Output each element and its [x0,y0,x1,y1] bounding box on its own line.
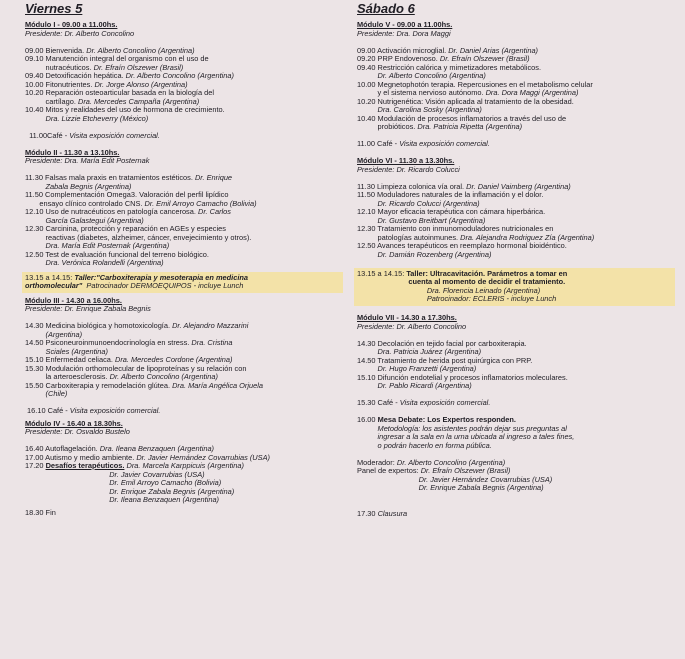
text-segment: 12.30 Tratamiento con inmunomoduladores nutricionales en [357,224,554,233]
text-segment: Desafíos terapéuticos. [45,461,125,470]
text-segment: Dra. María Angélica Orjuela [172,380,264,390]
text-segment: Presidente: Dra. Dora Maggi [357,28,451,38]
text-segment: 15.50 Carboxiterapia y remodelación glútea. [25,380,173,390]
text-segment: ingresar a la sala en la urna ubicada al ingreso a tales fines, [357,432,575,441]
text-segment: 12.50 Avances terapéuticos en reemplazo hormonal bioidéntico. [357,241,567,250]
schedule-line [25,390,340,399]
text-segment: Dr. Enrique Zabala Begnis (Argentina) [25,486,235,496]
text-segment: Panel de expertos: [357,466,421,475]
text-segment: Dr. Emil Arroyo Camacho (Bolivia) [144,198,257,208]
highlight-line [25,282,340,291]
spacer [357,259,672,268]
schedule-line [357,166,672,175]
text-segment: Mesa Debate: Los Expertos responden. [377,415,516,424]
text-segment: Módulo III - 14.30 a 16.00hs. [25,295,122,305]
text-segment: Presidente: Dr. Osvaldo Bustelo [25,427,130,436]
text-segment: Dra. Patricia Juárez (Argentina) [357,347,482,356]
text-segment: Dra. Mercedes Campaña (Argentina) [78,96,200,106]
schedule-line [25,115,340,124]
text-segment: Dr. Carlos [197,207,231,216]
text-segment: 10.00 Fitonutrientes. [25,79,95,89]
text-segment: Dr. Daniel Arias (Argentina) [448,45,539,55]
schedule-line [357,382,672,391]
text-segment: Presidente: Dr. Alberto Concolino [25,28,135,38]
text-segment: Dra. Carolina Sosky (Argentina) [357,105,482,114]
text-segment: Clausura [377,508,408,518]
text-segment: Sciales (Argentina) [25,346,108,356]
schedule-line [25,259,340,268]
text-segment: 10.40 Modulación de procesos inflamatorios a través del uso de [357,113,567,123]
text-segment: Visita exposición comercial. [399,139,490,148]
text-segment: Módulo II - 11.30 a 13.10hs. [25,147,120,157]
text-segment: reactivas (diabetes, alzheimer, cáncer, envejecimiento y otros). [25,232,252,242]
text-segment: orthomolecular" [25,281,83,290]
text-segment: 11.30 Falsas mala praxis en tratamientos estéticos. [25,173,195,182]
text-segment: Presidente: Dr. Ricardo Colucci [357,164,460,174]
text-segment: Dr. Alberto Concolino (Argentina) [357,71,486,80]
text-segment: Módulo V - 09.00 a 11.00hs. [357,20,453,29]
text-segment: Dr. Enrique [194,173,233,182]
text-segment: Módulo IV - 16.40 a 18.30hs. [25,418,123,428]
schedule-line [25,30,340,39]
text-segment: Dra. Verónica Rolandelli (Argentina) [25,258,164,267]
text-segment: Módulo VII - 14.30 a 17.30hs. [357,313,457,322]
text-segment: 15.10 Difunción endotelial y procesos inflamatorios moleculares. [357,372,568,382]
workshop-highlight [22,272,343,293]
text-segment: nutracéuticos. [25,62,94,72]
schedule-line [357,140,672,149]
text-segment: Taller:"Carboxiterapia y mesoterapia en medicina [74,272,249,282]
text-segment: 09.40 Restricción calórica y mimetizadores metabólicos. [357,62,542,72]
text-segment: Taller: Ultracavitación. Parámetros a tomar en [406,268,568,278]
text-segment: Dra. Ileana Benzaquen (Argentina) [99,444,215,453]
text-segment: Visita exposición comercial. [69,406,161,415]
text-segment: Presidente: Dr. Alberto Concolino [357,321,467,331]
text-segment: Moderador: [357,457,397,467]
text-segment: 11.50 Complementación Omega3. Valoración del perfil lipídico [25,190,229,199]
text-segment: patologías autoinmunes. [357,232,461,242]
text-segment: 13.15 a 14.15: [25,272,75,282]
text-segment: 14.30 Decolación en tejido facial por carboxiterapia. [357,338,527,348]
text-segment: Dr. Javier Hernández Covarrubias (USA) [136,452,270,462]
text-segment: 10.20 Reparación osteoarticular basada en la biología del [25,88,215,97]
text-segment: ensayo clínico controlado CNS. [25,198,145,208]
text-segment: Dra. Dora Maggi (Argentina) [485,88,579,97]
text-segment: Zabala Begnis (Argentina) [25,181,132,191]
text-segment: Presidente: Dra. María Edit Posternak [25,156,150,165]
text-segment: Presidente: Dr. Enrique Zabala Begnis [25,304,151,313]
text-segment: 17.00 Autismo y medio ambiente. [25,452,137,462]
text-segment: Dr. Alberto Concolino (Argentina) [125,71,234,80]
text-segment: Dr. Efraín Olszewer (Brasil) [439,54,530,63]
text-segment: (Argentina) [25,329,83,339]
day-column-friday [25,0,340,517]
text-segment: 11.00 Café - [357,139,400,148]
text-segment: cartílago. [25,96,78,106]
day-heading [25,0,340,17]
text-segment: Visita exposición comercial. [69,130,160,140]
text-segment: Dr. Alberto Concolino (Argentina) [109,372,218,381]
text-segment: 12.50 Test de evaluación funcional del terreno biológico. [25,249,209,259]
schedule-line [357,323,672,332]
schedule-line [357,399,672,408]
schedule-line [25,496,340,505]
text-segment: Metodología: los asistentes podrán dejar sus preguntas al [357,423,567,433]
text-segment: Dr. Jorge Alonso (Argentina) [94,79,188,89]
text-segment: 15.10 Enfermedad celiaca. [25,355,115,364]
text-segment: Dr. Alejandro Mazzarini [172,321,249,330]
text-segment: Dr. Pablo Ricardi (Argentina) [357,381,472,390]
schedule-line [25,382,340,391]
text-segment: la arteroesclerosis. [25,372,110,381]
text-segment: 12.10 Uso de nutracéuticos en patología cancerosa. [25,207,198,216]
text-segment: 13.15 a 14.15: [357,268,407,278]
text-segment: Dr. Hugo Franzetti (Argentina) [357,364,477,373]
text-segment: 09.00 Bienvenida. [25,45,87,55]
text-segment: Dra. Marcela Karppicuis (Argentina) [126,461,244,470]
day-column-saturday [357,0,672,518]
text-segment: Dr. Ricardo Colucci (Argentina) [357,198,480,208]
text-segment: 11.50 Moduladores naturales de la inflamación y el dolor. [357,190,544,199]
text-segment: Dr. Damián Rozenberg (Argentina) [357,249,492,259]
text-segment: Dr. Gustavo Breitbart (Argentina) [357,215,486,225]
text-segment: Dr. Javier Covarrubias (USA) [25,469,205,479]
text-segment: 10.20 Nutrigenética: Visión aplicada al tratamiento de la obesidad. [357,96,574,106]
text-segment: Dr. Efraín Olszewer (Brasil) [420,466,511,475]
text-segment: cuenta al momento de decidir el tratamiento. [357,277,566,286]
text-segment: 15.30 Modulación orthomolecular de lipoproteínas y su relación con [25,363,247,373]
schedule-line [357,30,672,39]
schedule-line [25,132,340,141]
schedule-line [357,251,672,260]
text-segment: 15.30 Café - [357,398,400,407]
text-segment: 10.40 Mitos y realidades del uso de hormona de crecimiento. [25,105,225,114]
text-segment: Viernes 5 [25,1,83,16]
text-segment: Dra. María Edit Posternak (Argentina) [25,241,170,250]
text-segment: Dr. Alberto Concolino (Argentina) [86,45,195,55]
text-segment: 11.30 Limpieza colonica vía oral. [357,181,467,191]
text-segment: Dra. Cristina [191,338,233,347]
text-segment: Dr. Efraín Olszewer (Brasil) [93,62,184,72]
text-segment: Patrocinador DERMOEQUIPOS - incluye Lunch [82,281,244,290]
schedule-line [25,428,340,437]
schedule-line [25,157,340,166]
text-segment: Dr. Daniel Vaimberg (Argentina) [466,181,571,191]
text-segment: 09.20 PRP Endovenoso. [357,54,440,63]
text-segment: 16.00 [357,415,378,424]
text-segment: Dra. Patricia Ripetta (Argentina) [417,122,523,131]
text-segment: 17.20 [25,461,46,470]
text-segment: o podrán hacerlo en forma pública. [357,440,492,450]
text-segment: 09.00 Activación microglial. [357,45,449,55]
text-segment: Módulo I - 09.00 a 11.00hs. [25,20,118,29]
text-segment: Dr. Alberto Concolino (Argentina) [396,457,506,467]
text-segment: 16.10 Café - [25,406,70,415]
schedule-line [25,305,340,314]
text-segment: (Chile) [25,389,68,398]
text-segment: Dra. Alejandra Rodriguez Zía (Argentina) [460,232,595,242]
text-segment: 09.40 Detoxificación hepática. [25,71,126,80]
text-segment: y el sistema nervioso autónomo. [357,88,486,97]
text-segment: 14.30 Medicina biológica y homotoxicología. [25,321,173,330]
text-segment: 14.50 Psiconeuroinmunoendocrinología en stress. [25,338,192,347]
spacer [357,493,672,502]
text-segment: Dra. Florencia Leinado (Argentina) [357,285,541,295]
schedule-line [357,484,672,493]
text-segment: Visita exposición comercial. [399,398,491,407]
text-segment: 18.30 Fin [25,507,56,517]
schedule-line [357,123,672,132]
day-heading [357,0,672,17]
schedule-line [357,510,672,519]
text-segment: Dr. Emil Arroyo Camacho (Bolivia) [25,478,222,487]
text-segment: 09.10 Manutención integral del organismo con el uso de [25,54,209,63]
workshop-highlight [354,268,675,306]
highlight-line [357,295,672,304]
text-segment: 16.40 Autoflagelación. [25,444,100,453]
text-segment: 12.10 Mayor eficacia terapéutica con cámara hiperbárica. [357,207,546,216]
text-segment: 14.50 Tratamiento de herida post quirúrgica con PRP. [357,355,533,365]
text-segment: 17.30 [357,508,378,518]
text-segment: Dra. Lizzie Etcheverry (México) [25,113,149,123]
schedule-line [25,509,340,518]
text-segment: 10.00 Megnetophotón terapia. Repercusiones en el metabolismo celular [357,79,593,89]
text-segment: Dra. Mercedes Cordone (Argentina) [114,355,233,364]
text-segment: Dr. Enrique Zabala Begnis (Argentina) [357,483,544,492]
schedule-line [357,442,672,451]
text-segment: Sábado 6 [357,1,415,16]
text-segment: probióticos. [357,122,418,131]
text-segment: 12.30 Carcinina, protección y reparación en AGEs y especies [25,224,226,233]
text-segment: Dr. Ileana Benzaquen (Argentina) [25,495,220,504]
schedule-line [25,407,340,416]
text-segment: Patrocinador: ECLERIS - incluye Lunch [357,294,557,303]
text-segment: Módulo VI - 11.30 a 13.30hs. [357,156,455,165]
text-segment: García Galastegui (Argentina) [25,215,144,225]
text-segment: 11.00Café - [25,130,70,140]
text-segment: Dr. Javier Hernández Covarrubias (USA) [357,474,553,484]
